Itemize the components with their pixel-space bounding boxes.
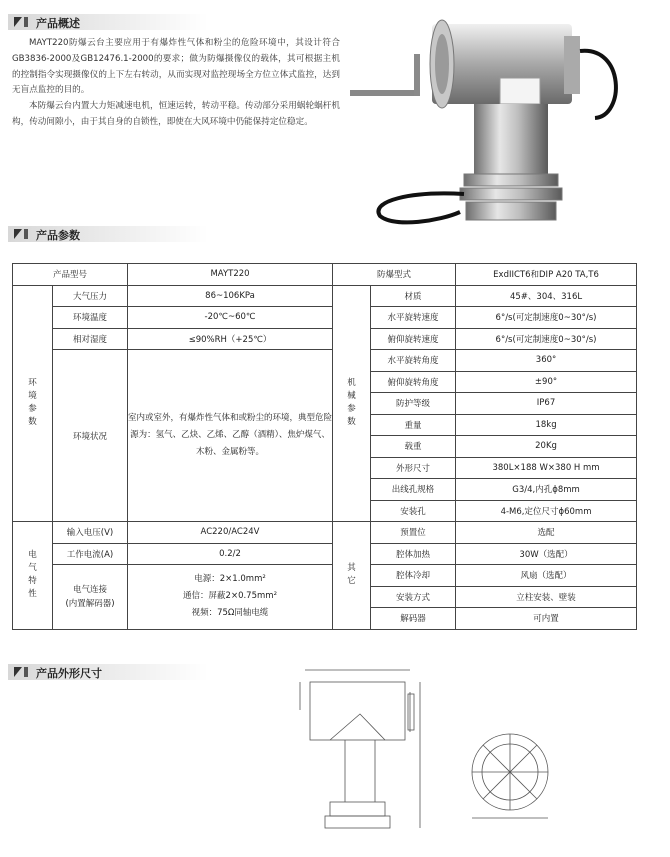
spec-table — [12, 263, 637, 630]
table-row — [13, 307, 637, 329]
env-value: 86~106KPa — [128, 285, 333, 307]
dimension-drawing — [270, 662, 570, 852]
mech-value: ±90° — [456, 371, 637, 393]
elec-conn-value — [128, 565, 333, 630]
section-header-params — [8, 226, 208, 242]
mech-value: 360° — [456, 350, 637, 372]
mech-value: 4-M6,定位尺寸ϕ60mm — [456, 500, 637, 522]
mech-value: 6°/s(可定制速度0~30°/s) — [456, 307, 637, 329]
table-row — [13, 543, 637, 565]
section-title: 产品概述 — [36, 17, 80, 30]
mech-group-label: 机械参数 — [333, 285, 371, 522]
mech-value: 380L×188 W×380 H mm — [456, 457, 637, 479]
model-label: 产品型号 — [13, 264, 128, 286]
mech-key: 安装孔 — [371, 500, 456, 522]
other-value: 选配 — [456, 522, 637, 544]
mech-key: 防护等级 — [371, 393, 456, 415]
other-key: 腔体冷却 — [371, 565, 456, 587]
mech-key: 材质 — [371, 285, 456, 307]
elec-conn-label: 电气连接 (内置解码器) — [53, 565, 128, 630]
mech-key: 俯仰旋转角度 — [371, 371, 456, 393]
elec-key: 工作电流(A) — [53, 543, 128, 565]
mech-key: 重量 — [371, 414, 456, 436]
mech-value: 6°/s(可定制速度0~30°/s) — [456, 328, 637, 350]
section-title: 产品外形尺寸 — [36, 667, 102, 680]
mech-key: 载重 — [371, 436, 456, 458]
other-value: 可内置 — [456, 608, 637, 630]
table-row — [13, 285, 637, 307]
mech-key: 俯仰旋转速度 — [371, 328, 456, 350]
mech-value: 20Kg — [456, 436, 637, 458]
elec-value: AC220/AC24V — [128, 522, 333, 544]
env-group-label: 环境参数 — [13, 285, 53, 522]
table-row — [13, 328, 637, 350]
product-photo — [340, 6, 630, 228]
elec-conn-line: 电源：2×1.0mm² — [194, 574, 266, 585]
model-value: MAYT220 — [128, 264, 333, 286]
mech-key: 出线孔规格 — [371, 479, 456, 501]
elec-group-label: 电气特性 — [13, 522, 53, 630]
other-key: 解码器 — [371, 608, 456, 630]
table-row — [13, 350, 637, 372]
elec-conn-line: 通信：屏蔽2×0.75mm² — [183, 591, 277, 602]
env-value: -20℃~60℃ — [128, 307, 333, 329]
mech-key: 外形尺寸 — [371, 457, 456, 479]
other-value: 风扇（选配） — [456, 565, 637, 587]
env-key: 环境温度 — [53, 307, 128, 329]
other-key: 安装方式 — [371, 586, 456, 608]
section-header-dimensions — [8, 664, 208, 680]
mech-value: 18kg — [456, 414, 637, 436]
env-key: 相对湿度 — [53, 328, 128, 350]
mech-value: 45#、304、316L — [456, 285, 637, 307]
elec-key: 输入电压(V) — [53, 522, 128, 544]
mech-key: 水平旋转角度 — [371, 350, 456, 372]
section-title: 产品参数 — [36, 229, 80, 242]
other-group-label: 其它 — [333, 522, 371, 630]
env-key: 大气压力 — [53, 285, 128, 307]
mech-key: 水平旋转速度 — [371, 307, 456, 329]
table-row — [13, 264, 637, 286]
other-value: 30W（选配） — [456, 543, 637, 565]
env-cond-value: 室内或室外，有爆炸性气体和或粉尘的环境，典型危险源为：氢气、乙炔、乙烯、乙醇（酒精）、焦炉煤气、木粉、金属粉等。 — [128, 350, 333, 522]
elec-conn-line: 视频：75Ω同轴电缆 — [191, 608, 269, 619]
env-cond-label: 环境状况 — [53, 350, 128, 522]
intro-paragraph-2: 本防爆云台内置大力矩减速电机，恒速运转，转动平稳。传动部分采用蜗轮蜗杆机构，传动间隙小，由于其自身的自锁性，即使在大风环境中仍能保持定位稳定。 — [12, 101, 340, 127]
intro-text — [12, 36, 340, 131]
other-key: 预置位 — [371, 522, 456, 544]
env-value: ≤90%RH（+25℃） — [128, 328, 333, 350]
explosion-value: ExdIICT6和DIP A20 TA,T6 — [456, 264, 637, 286]
mech-value: G3/4,内孔ϕ8mm — [456, 479, 637, 501]
other-value: 立柱安装、壁装 — [456, 586, 637, 608]
elec-value: 0.2/2 — [128, 543, 333, 565]
section-header-overview — [8, 14, 208, 30]
intro-paragraph-1: MAYT220防爆云台主要应用于有爆炸性气体和粉尘的危险环境中，其设计符合GB3836-2000及GB12476.1-2000的要求；做为防爆摄像仪的载体，其可根据主机的控制指令实现摄像仪的上下左右转动，从而实现对监控现场全方位立体式监控，达到无盲点监控的目的。 — [12, 38, 340, 96]
table-row — [13, 522, 637, 544]
explosion-label: 防爆型式 — [333, 264, 456, 286]
other-key: 腔体加热 — [371, 543, 456, 565]
table-row — [13, 565, 637, 587]
mech-value: IP67 — [456, 393, 637, 415]
